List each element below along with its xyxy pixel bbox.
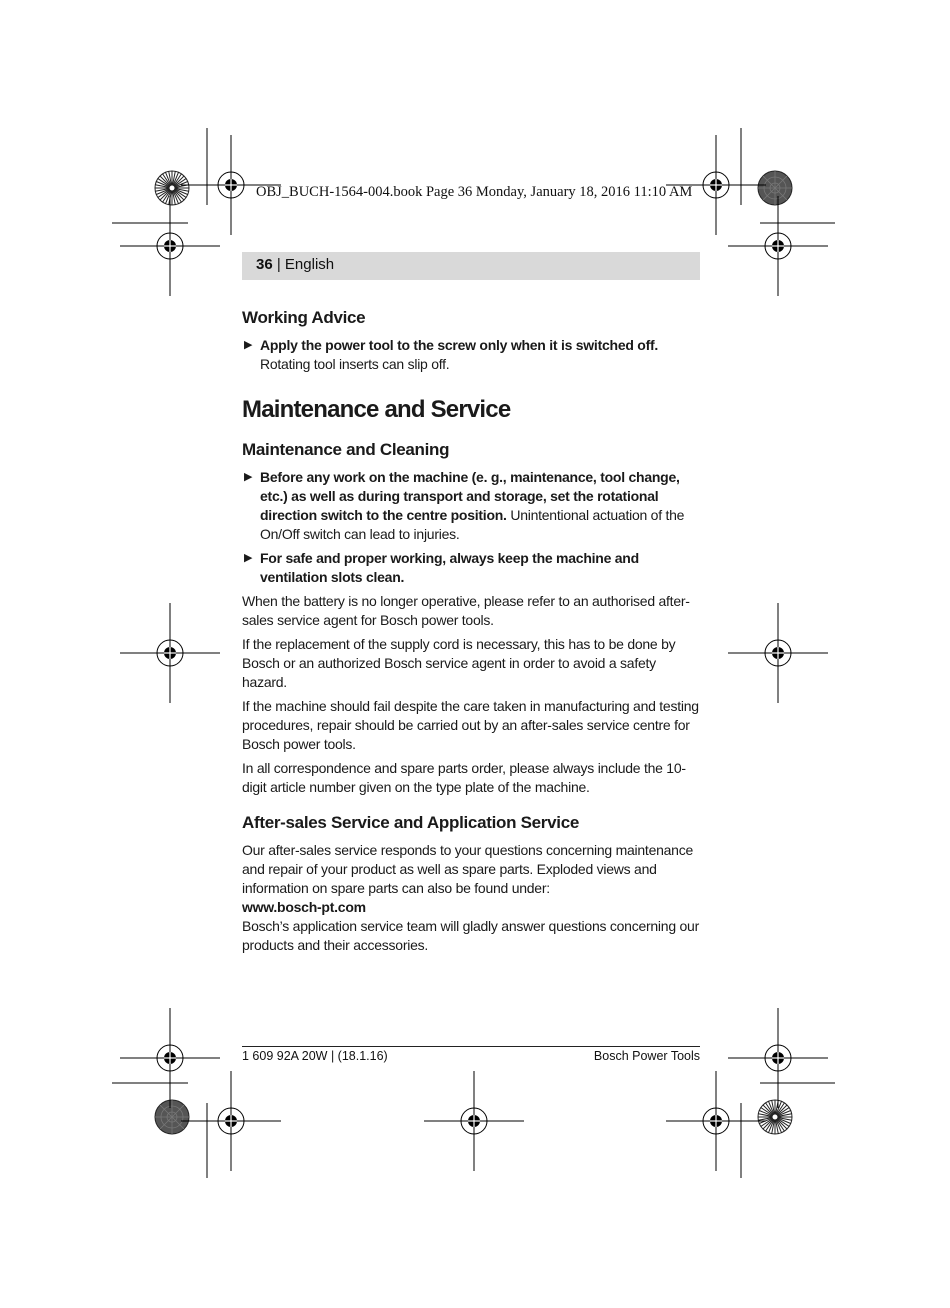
maintenance-service-heading: Maintenance and Service	[242, 396, 511, 423]
article-number-paragraph: In all correspondence and spare parts order, please always include the 10-digit article number given on the type plate of the machine.	[242, 760, 686, 795]
maintenance-bullet-1	[242, 468, 700, 544]
bullet-bold-text: For safe and proper working, always keep the machine and ventilation slots clean.	[260, 550, 639, 585]
footer-article-number: 1 609 92A 20W | (18.1.16)	[242, 1049, 388, 1063]
supply-cord-paragraph: If the replacement of the supply cord is necessary, this has to be done by Bosch or an authorized Bosch service agent in order to avoid a safety hazard.	[242, 636, 676, 690]
bullet-text: Rotating tool inserts can slip off.	[260, 356, 450, 372]
page-content	[242, 306, 700, 955]
footer-brand: Bosch Power Tools	[593, 1049, 700, 1063]
after-sales-heading: After-sales Service and Application Service	[242, 813, 580, 832]
header-language: English	[284, 256, 335, 273]
bullet-triangle-icon: ▶	[244, 471, 253, 483]
footer-rule	[242, 1046, 700, 1047]
page-number: 36	[256, 256, 273, 273]
maintenance-bullet-2	[242, 549, 700, 587]
working-advice-heading: Working Advice	[242, 308, 366, 327]
print-slug: OBJ_BUCH-1564-004.book Page 36 Monday, January 18, 2016 11:10 AM	[256, 184, 693, 200]
repair-paragraph: If the machine should fail despite the care taken in manufacturing and testing procedures, repair should be carried out by an after-sales service centre for Bosch power tools.	[242, 698, 699, 752]
bullet-bold-text: Before any work on the machine (e. g., maintenance, tool change, etc.) as well as during transport and storage, set the rotational direction switch to the centre position.	[260, 469, 680, 523]
bullet-triangle-icon: ▶	[244, 552, 253, 564]
bullet-bold-text: Apply the power tool to the screw only when it is switched off.	[260, 337, 659, 353]
header-separator: |	[272, 256, 285, 273]
battery-paragraph: When the battery is no longer operative, please refer to an authorised after-sales service agent for Bosch power tools.	[242, 593, 690, 628]
bullet-triangle-icon: ▶	[244, 339, 253, 351]
application-service-paragraph: Bosch’s application service team will gladly answer questions concerning our products and their accessories.	[242, 918, 699, 953]
after-sales-paragraph: Our after-sales service responds to your questions concerning maintenance and repair of your product as well as spare parts. Exploded views and information on spare parts can also be found under:	[242, 842, 693, 896]
maintenance-cleaning-heading: Maintenance and Cleaning	[242, 440, 450, 459]
working-advice-bullet	[242, 336, 700, 374]
page-header	[242, 252, 700, 280]
bullet-text: Unintentional actuation of the On/Off switch can lead to injuries.	[260, 507, 685, 542]
website-link[interactable]: www.bosch-pt.com	[242, 899, 366, 915]
